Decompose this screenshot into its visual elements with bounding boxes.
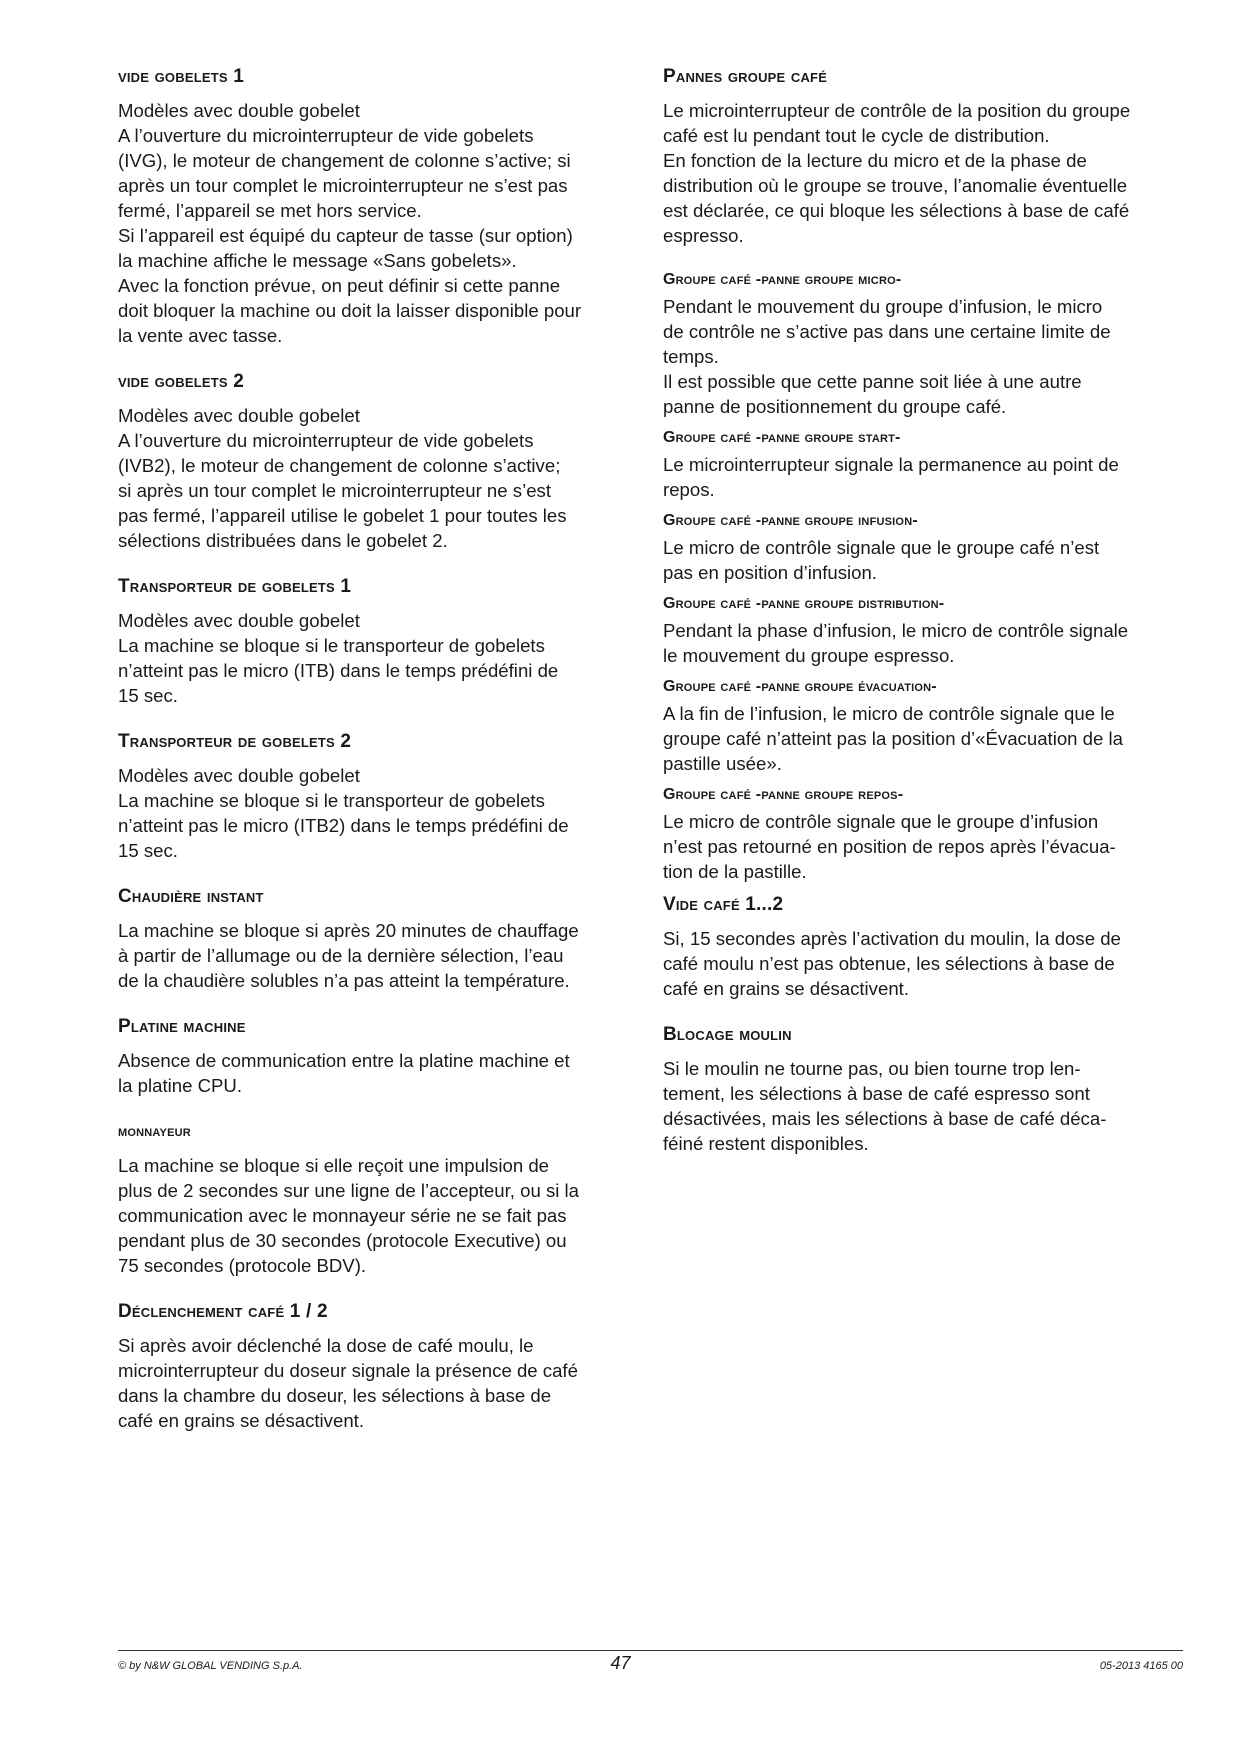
section-body [663,535,1183,585]
body-line: (IVB2), le moteur de changement de colonne s’active; [118,455,561,476]
section [118,884,634,993]
body-line: temps. [663,346,719,367]
body-line: La machine se bloque si après 20 minutes de chauffage [118,920,579,941]
body-line: Modèles avec double gobelet [118,610,360,631]
left-column [118,64,634,1454]
body-line: plus de 2 secondes sur une ligne de l’accepteur, ou si la [118,1180,580,1201]
page-number: 47 [610,1653,631,1673]
section [663,892,1183,1001]
section [118,369,634,553]
body-line: Pendant le mouvement du groupe d’infusion, le micro [663,296,1103,317]
body-line: pastille usée». [663,753,782,774]
body-line: Le microinterrupteur signale la permanence au point de [663,454,1119,475]
body-line: Si le moulin ne tourne pas, ou bien tourne trop len- [663,1058,1081,1079]
section-body [663,1056,1183,1156]
section-body [118,918,634,993]
section-body [663,452,1183,502]
section [118,574,634,708]
body-line: est déclarée, ce qui bloque les sélections à base de café [663,200,1130,221]
body-line: tement, les sélections à base de café espresso sont [663,1083,1090,1104]
section-body [663,701,1183,776]
body-line: doit bloquer la machine ou doit la laisser disponible pour [118,300,582,321]
body-line: Il est possible que cette panne soit liée à une autre [663,371,1082,392]
section [663,269,1183,419]
body-line: Si l’appareil est équipé du capteur de tasse (sur option) [118,225,573,246]
body-line: Si, 15 secondes après l’activation du moulin, la dose de [663,928,1121,949]
body-line: dans la chambre du doseur, les sélections à base de [118,1385,552,1406]
body-line: microinterrupteur du doseur signale la présence de café [118,1360,578,1381]
body-line: Modèles avec double gobelet [118,405,360,426]
body-line: 75 secondes (protocole BDV). [118,1255,367,1276]
body-line: Pendant la phase d’infusion, le micro de contrôle signale [663,620,1129,641]
body-line: Modèles avec double gobelet [118,765,360,786]
body-line: A l’ouverture du microinterrupteur de vide gobelets [118,430,534,451]
section [663,593,1183,668]
section-body [118,98,634,348]
section-body [118,608,634,708]
body-line: pas fermé, l’appareil utilise le gobelet 1 pour toutes les [118,505,567,526]
body-line: panne de positionnement du groupe café. [663,396,1007,417]
body-line: groupe café n’atteint pas la position d’«Évacuation de la [663,728,1123,749]
body-line: Modèles avec double gobelet [118,100,360,121]
body-line: La machine se bloque si elle reçoit une impulsion de [118,1155,550,1176]
body-line: féiné restent disponibles. [663,1133,869,1154]
section-body [663,294,1183,419]
section-heading: Chaudière instant [118,886,264,907]
section [663,676,1183,776]
body-line: n’atteint pas le micro (ITB2) dans le temps prédéfini de [118,815,569,836]
body-line: la machine affiche le message «Sans gobelets». [118,250,517,271]
body-line: désactivées, mais les sélections à base de café déca- [663,1108,1107,1129]
footer-copyright: © by N&W GLOBAL VENDING S.p.A. [118,1660,303,1672]
section-heading: Groupe café -panne groupe micro- [663,271,902,288]
section-heading: vide gobelets 1 [118,66,244,87]
section-body [663,618,1183,668]
section-heading: Vide café 1...2 [663,894,784,915]
section-heading: Blocage moulin [663,1024,792,1045]
body-line: Avec la fonction prévue, on peut définir si cette panne [118,275,561,296]
section-heading: Déclenchement café 1 / 2 [118,1301,328,1322]
section [663,1022,1183,1156]
section-body [118,763,634,863]
body-line: distribution où le groupe se trouve, l’anomalie éventuelle [663,175,1128,196]
body-line: café est lu pendant tout le cycle de distribution. [663,125,1050,146]
section-heading: vide gobelets 2 [118,371,244,392]
body-line: de contrôle ne s’active pas dans une certaine limite de [663,321,1111,342]
section [663,784,1183,884]
section [118,64,634,348]
body-line: à partir de l’allumage ou de la dernière sélection, l’eau [118,945,564,966]
body-line: A l’ouverture du microinterrupteur de vide gobelets [118,125,534,146]
section [663,427,1183,502]
body-line: Le micro de contrôle signale que le groupe d’infusion [663,811,1099,832]
body-line: La machine se bloque si le transporteur de gobelets [118,790,545,811]
section-heading: Groupe café -panne groupe distribution- [663,595,945,612]
section-heading: Pannes groupe café [663,66,828,87]
body-line: tion de la pastille. [663,861,807,882]
section [118,1014,634,1098]
section-body [118,403,634,553]
section-body [663,98,1183,248]
body-line: n’atteint pas le micro (ITB) dans le temps prédéfini de [118,660,559,681]
section [663,64,1183,248]
section-heading: Groupe café -panne groupe évacuation- [663,678,937,695]
footer-doc-code: 05-2013 4165 00 [1099,1660,1183,1672]
body-line: café en grains se désactivent. [118,1410,364,1431]
body-line: En fonction de la lecture du micro et de la phase de [663,150,1087,171]
section-body [118,1333,634,1433]
body-line: 15 sec. [118,685,178,706]
section-heading: monnayeur [118,1123,191,1140]
body-line: pendant plus de 30 secondes (protocole Executive) ou [118,1230,567,1251]
section-body [663,926,1183,1001]
body-line: si après un tour complet le microinterrupteur ne s’est [118,480,552,501]
body-line: repos. [663,479,715,500]
body-line: 15 sec. [118,840,178,861]
body-line: La machine se bloque si le transporteur de gobelets [118,635,545,656]
body-line: pas en position d’infusion. [663,562,877,583]
body-line: Si après avoir déclenché la dose de café moulu, le [118,1335,534,1356]
right-column [663,64,1183,1177]
body-line: la vente avec tasse. [118,325,283,346]
footer-divider [118,1650,1183,1651]
section-heading: Groupe café -panne groupe repos- [663,786,904,803]
body-line: le mouvement du groupe espresso. [663,645,955,666]
body-line: Absence de communication entre la platine machine et [118,1050,570,1071]
body-line: A la fin de l’infusion, le micro de contrôle signale que le [663,703,1115,724]
section-body [118,1048,634,1098]
body-line: espresso. [663,225,744,246]
body-line: après un tour complet le microinterrupteur ne s’est pas [118,175,568,196]
section [663,510,1183,585]
body-line: n’est pas retourné en position de repos après l’évacua- [663,836,1116,857]
body-line: communication avec le monnayeur série ne se fait pas [118,1205,567,1226]
section-heading: Groupe café -panne groupe infusion- [663,512,918,529]
body-line: la platine CPU. [118,1075,243,1096]
body-line: fermé, l’appareil se met hors service. [118,200,422,221]
body-line: café moulu n’est pas obtenue, les sélections à base de [663,953,1115,974]
section [118,729,634,863]
body-line: (IVG), le moteur de changement de colonne s’active; si [118,150,571,171]
body-line: café en grains se désactivent. [663,978,909,999]
section-heading: Transporteur de gobelets 1 [118,576,352,597]
body-line: de la chaudière solubles n’a pas atteint la température. [118,970,570,991]
body-line: Le microinterrupteur de contrôle de la position du groupe [663,100,1131,121]
section-heading: Platine machine [118,1016,246,1037]
section-body [118,1153,634,1278]
body-line: sélections distribuées dans le gobelet 2. [118,530,448,551]
section [118,1119,634,1278]
section [118,1299,634,1433]
section-body [663,809,1183,884]
section-heading: Transporteur de gobelets 2 [118,731,352,752]
section-heading: Groupe café -panne groupe start- [663,429,901,446]
body-line: Le micro de contrôle signale que le groupe café n’est [663,537,1100,558]
